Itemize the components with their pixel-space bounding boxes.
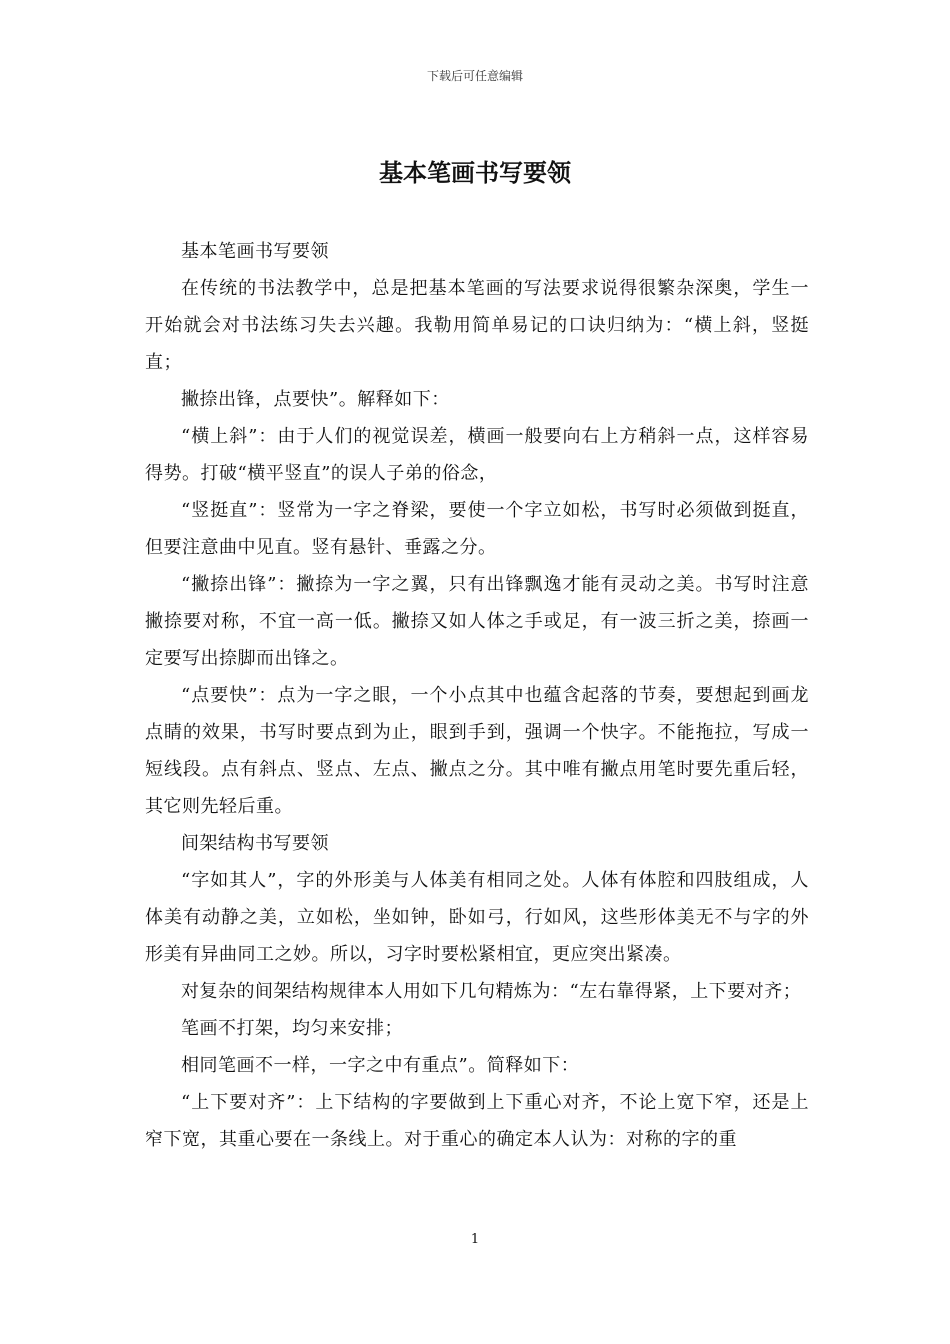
document-title: 基本笔画书写要领 <box>379 158 571 187</box>
paragraph-intro: 在传统的书法教学中，总是把基本笔画的写法要求说得很繁杂深奥，学生一开始就会对书法练习失去兴趣。我勒用简单易记的口诀归纳为：“横上斜，竖挺直； <box>145 278 809 373</box>
page-number: 1 <box>470 1232 480 1247</box>
paragraph-horizontal-stroke: “横上斜”：由于人们的视觉误差，横画一般要向右上方稍斜一点，这样容易得势。打破“横平竖直”的误人子弟的俗念， <box>145 426 809 484</box>
paragraph-vertical-stroke: “竖挺直”：竖常为一字之脊梁，要使一个字立如松，书写时必须做到挺直，但要注意曲中见直。竖有悬针、垂露之分。 <box>145 500 809 558</box>
paragraph-sweep-stroke: “撇捺出锋”：撇捺为一字之翼，只有出锋飘逸才能有灵动之美。书写时注意撇捺要对称，不宜一高一低。撇捺又如人体之手或足，有一波三折之美，捺画一定要写出捺脚而出锋之。 <box>145 574 809 669</box>
paragraph-structure-rules: 对复杂的间架结构规律本人用如下几句精炼为：“左右靠得紧，上下要对齐； <box>181 981 802 1002</box>
page-header-note: 下载后可任意编辑 <box>426 69 523 83</box>
paragraph-subheading-structure: 间架结构书写要领 <box>181 833 329 854</box>
paragraph-character-like-person: “字如其人”，字的外形美与人体美有相同之处。人体有体腔和四肢组成，人体美有动静之美，立如松，坐如钟，卧如弓，行如风，这些形体美无不与字的外形美有异曲同工之妙。所以，习字时要松紧相宜，更应突出紧凑。 <box>145 870 809 965</box>
paragraph-rule-strokes: 笔画不打架，均匀来安排； <box>181 1018 403 1039</box>
paragraph-subheading-strokes: 基本笔画书写要领 <box>181 241 329 262</box>
paragraph-mnemonic-end: 撇捺出锋，点要快”。解释如下： <box>181 389 450 410</box>
paragraph-rule-emphasis: 相同笔画不一样，一字之中有重点”。简释如下： <box>181 1055 580 1076</box>
document-body <box>145 233 809 1158</box>
paragraph-dot-stroke: “点要快”：点为一字之眼，一个小点其中也蕴含起落的节奏，要想起到画龙点睛的效果，书写时要点到为止，眼到手到，强调一个快字。不能拖拉，写成一短线段。点有斜点、竖点、左点、撇点之分。其中唯有撇点用笔时要先重后轻，其它则先轻后重。 <box>145 685 809 817</box>
paragraph-top-bottom-align: “上下要对齐”：上下结构的字要做到上下重心对齐，不论上宽下窄，还是上窄下宽，其重心要在一条线上。对于重心的确定本人认为：对称的字的重 <box>145 1092 809 1150</box>
